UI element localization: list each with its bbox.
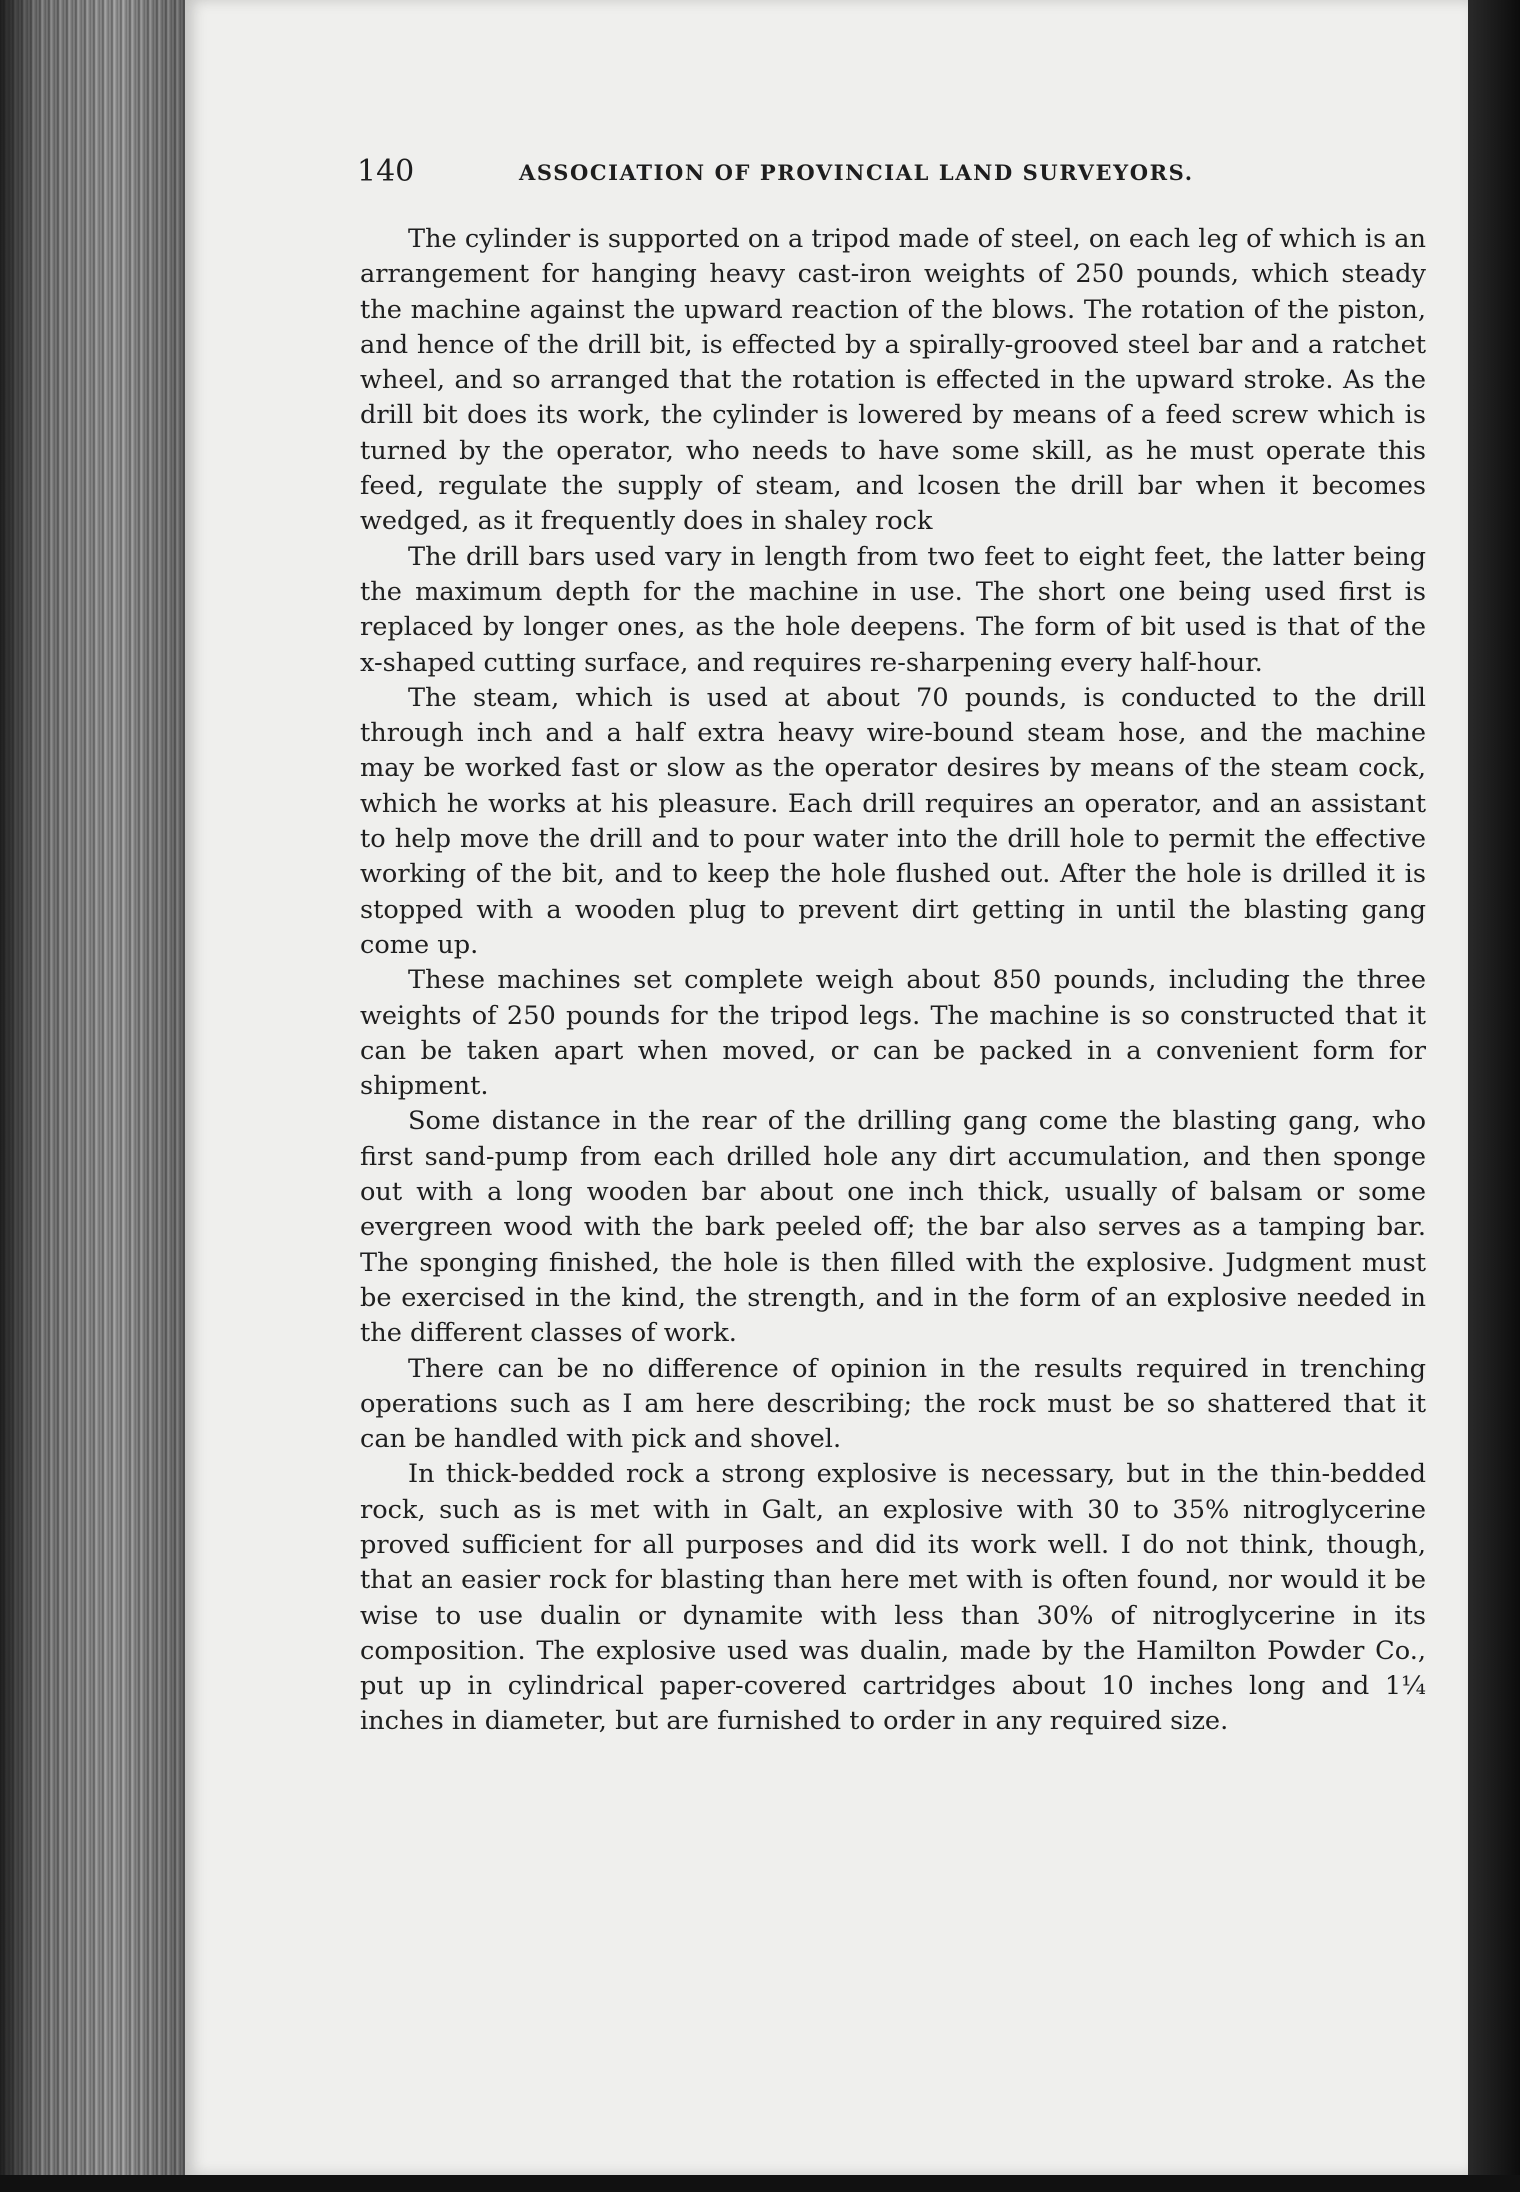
- book-bottom-edge: [0, 2175, 1520, 2192]
- paragraph: In thick-bedded rock a strong explosive is necessary, but in the thin-bedded rock, such as is met with in Galt, an explosive with 30 to 35% nitroglycerine proved sufficient for all purposes and did its work well. I do not think, though, that an easier rock for blasting than here met with is often found, nor would it be wise to use dualin or dynamite with less than 30% of nitroglycerine in its composition. The explosive used was dualin, made by the Hamilton Powder Co., put up in cylindrical paper-covered cartridges about 10 inches long and 1¼ inches in diameter, but are furnished to order in any required size.: [360, 1459, 1426, 1737]
- running-head: ASSOCIATION OF PROVINCIAL LAND SURVEYORS.: [519, 160, 1194, 185]
- paragraph: The cylinder is supported on a tripod made of steel, on each leg of which is an arrangement for hanging heavy cast-iron weights of 250 pounds, which steady the machine against the upward reaction of the blows. The rotation of the piston, and hence of the drill bit, is effected by a spirally-grooved steel bar and a ratchet wheel, and so arranged that the rotation is effected in the upward stroke. As the drill bit does its work, the cylinder is lowered by means of a feed screw which is turned by the operator, who needs to have some skill, as he must operate this feed, regulate the supply of steam, and lcosen the drill bar when it becomes wedged, as it frequently does in shaley rock: [360, 224, 1426, 537]
- book-edge-shadow: [0, 0, 185, 2192]
- page-header: [357, 154, 1425, 194]
- page-number: 140: [357, 154, 415, 189]
- paragraph: There can be no difference of opinion in the results required in trenching operations such as I am here describing; the rock must be so shattered that it can be handled with pick and shovel.: [360, 1353, 1426, 1455]
- book-right-edge: [1468, 0, 1520, 2192]
- paragraph: The steam, which is used at about 70 pounds, is conducted to the drill through inch and a half extra heavy wire-bound steam hose, and the machine may be worked fast or slow as the operator desires by means of the steam cock, which he works at his pleasure. Each drill requires an operator, and an assistant to help move the drill and to pour water into the drill hole to permit the effective working of the bit, and to keep the hole flushed out. After the hole is drilled it is stopped with a wooden plug to prevent dirt getting in until the blasting gang come up.: [360, 682, 1426, 960]
- paragraph: Some distance in the rear of the drilling gang come the blasting gang, who first sand-pump from each drilled hole any dirt accumulation, and then sponge out with a long wooden bar about one inch thick, usually of balsam or some evergreen wood with the bark peeled off; the bar also serves as a tamping bar. The sponging finished, the hole is then filled with the explosive. Judgment must be exercised in the kind, the strength, and in the form of an explosive needed in the different classes of work.: [360, 1106, 1426, 1349]
- body-text: [360, 222, 1426, 1740]
- paragraph: These machines set complete weigh about 850 pounds, including the three weights of 250 pounds for the tripod legs. The machine is so constructed that it can be taken apart when moved, or can be packed in a convenient form for shipment.: [360, 965, 1426, 1102]
- paragraph: The drill bars used vary in length from two feet to eight feet, the latter being the maximum depth for the machine in use. The short one being used first is replaced by longer ones, as the hole deepens. The form of bit used is that of the x-shaped cutting surface, and requires re-sharpening every half-hour.: [360, 541, 1426, 678]
